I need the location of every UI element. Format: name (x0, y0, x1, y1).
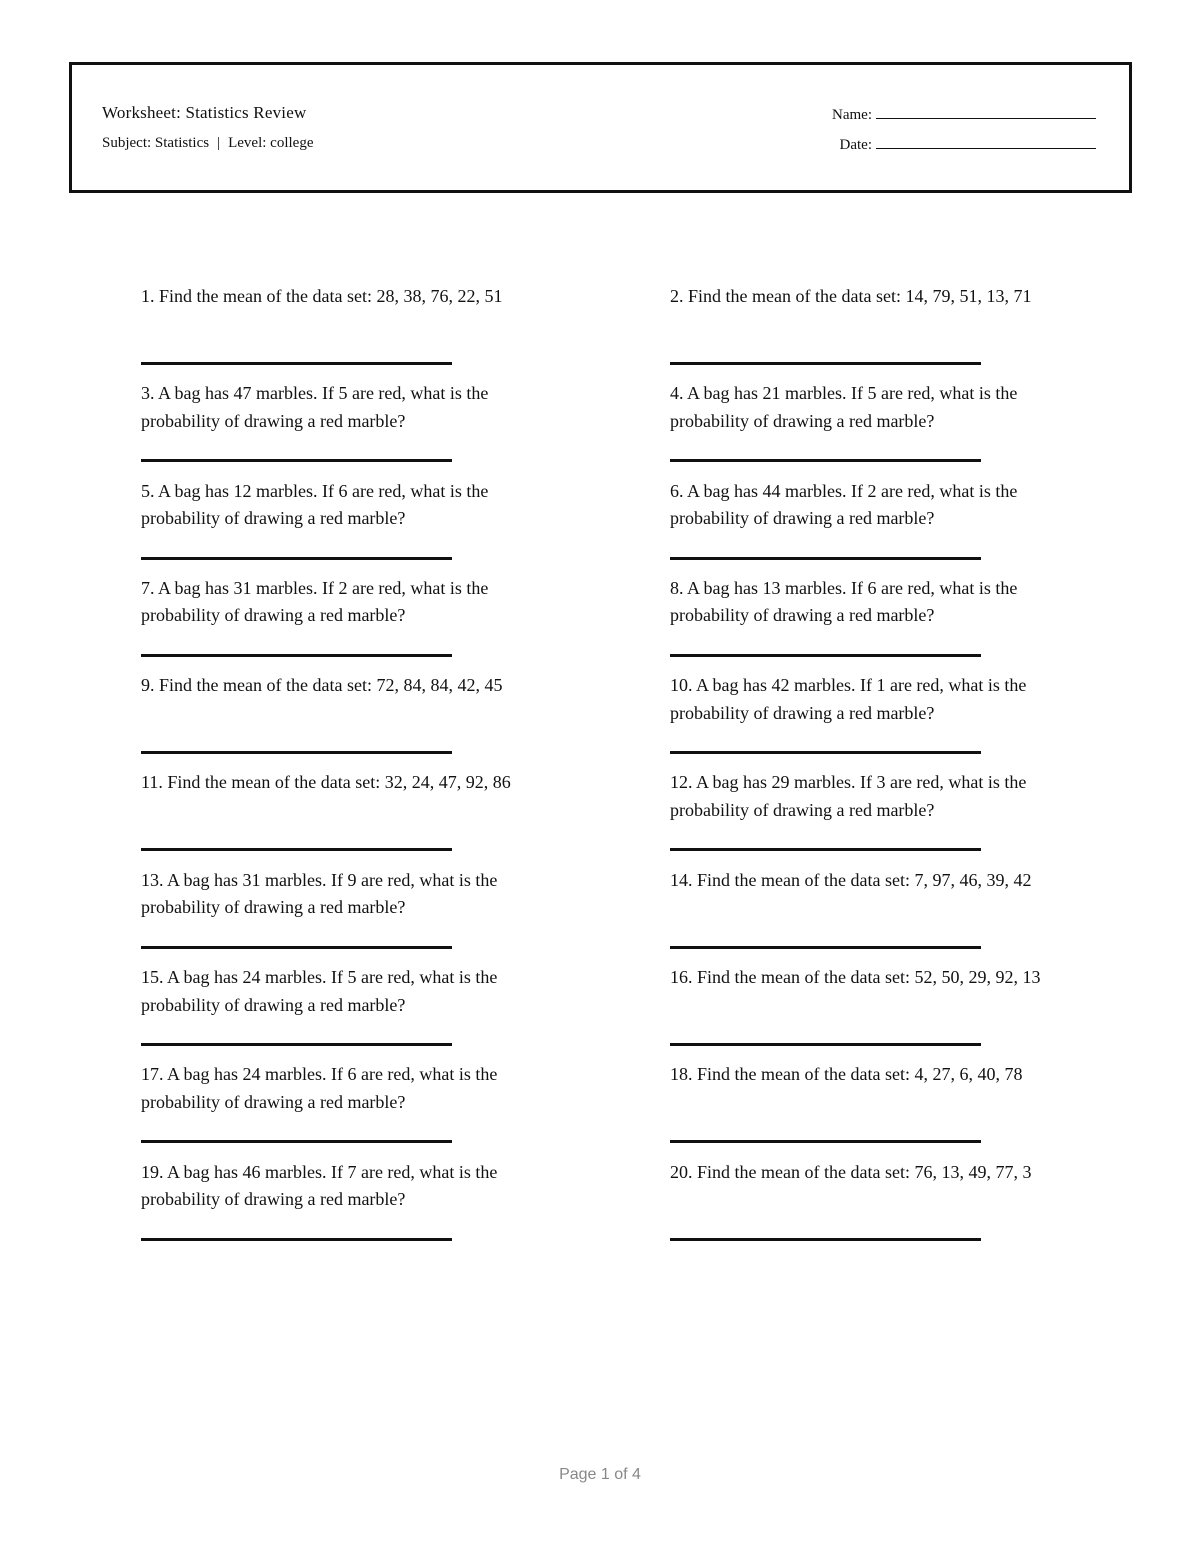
question-item (670, 1061, 1090, 1158)
level-label: Level: college (228, 135, 314, 151)
question-text: 17. A bag has 24 marbles. If 6 are red, what is the probability of drawing a red marble? (141, 1064, 498, 1112)
question-item (670, 867, 1090, 964)
question-item (141, 575, 561, 672)
date-label: Date: (839, 137, 872, 153)
question-text: 6. A bag has 44 marbles. If 2 are red, what is the probability of drawing a red marble? (670, 480, 1018, 529)
meta-separator: | (217, 135, 221, 151)
question-item (141, 478, 561, 575)
worksheet-title: Worksheet: Statistics Review (102, 103, 307, 122)
question-text: 8. A bag has 13 marbles. If 6 are red, what is the probability of drawing a red marble? (670, 577, 1018, 626)
question-text: 3. A bag has 47 marbles. If 5 are red, what is the probability of drawing a red marble? (141, 383, 489, 431)
question-text: 1. Find the mean of the data set: 28, 38, 76, 22, 51 (141, 286, 503, 306)
answer-line[interactable] (670, 1140, 981, 1143)
question-text: 4. A bag has 21 marbles. If 5 are red, what is the probability of drawing a red marble? (670, 383, 1018, 431)
question-text: 15. A bag has 24 marbles. If 5 are red, what is the probability of drawing a red marble? (141, 967, 498, 1015)
answer-line[interactable] (141, 1238, 452, 1241)
answer-line[interactable] (141, 459, 452, 462)
answer-line[interactable] (141, 946, 452, 949)
question-item (141, 867, 561, 964)
name-blank-line (876, 105, 1096, 119)
worksheet-meta (102, 135, 313, 152)
question-text: 5. A bag has 12 marbles. If 6 are red, what is the probability of drawing a red marble? (141, 480, 489, 529)
answer-line[interactable] (670, 1238, 981, 1241)
question-grid (141, 283, 1101, 1256)
answer-line[interactable] (670, 946, 981, 949)
date-blank-line (876, 135, 1096, 149)
question-item (670, 672, 1090, 769)
question-item (141, 769, 561, 866)
question-text: 13. A bag has 31 marbles. If 9 are red, what is the probability of drawing a red marble? (141, 869, 498, 918)
answer-line[interactable] (141, 751, 452, 754)
question-item (670, 964, 1090, 1061)
page-number: Page 1 of 4 (559, 1466, 641, 1483)
question-item (670, 283, 1090, 380)
question-item (141, 964, 561, 1061)
answer-line[interactable] (670, 654, 981, 657)
answer-line[interactable] (670, 459, 981, 462)
question-item (670, 380, 1090, 477)
question-text: 7. A bag has 31 marbles. If 2 are red, what is the probability of drawing a red marble? (141, 577, 489, 626)
answer-line[interactable] (670, 362, 981, 365)
question-item (141, 380, 561, 477)
answer-line[interactable] (670, 557, 981, 560)
question-text: 9. Find the mean of the data set: 72, 84, 84, 42, 45 (141, 675, 503, 696)
subject-label: Subject: Statistics (102, 135, 210, 151)
question-item (141, 1061, 561, 1158)
worksheet-header (69, 62, 1132, 193)
answer-line[interactable] (670, 751, 981, 754)
question-text: 10. A bag has 42 marbles. If 1 are red, what is the probability of drawing a red marble? (670, 675, 1027, 723)
answer-line[interactable] (141, 654, 452, 657)
question-item (141, 672, 561, 769)
question-text: 12. A bag has 29 marbles. If 3 are red, what is the probability of drawing a red marble? (670, 772, 1027, 820)
answer-line[interactable] (670, 1043, 981, 1046)
question-text: 18. Find the mean of the data set: 4, 27, 6, 40, 78 (670, 1064, 1023, 1085)
question-item (670, 575, 1090, 672)
date-field (840, 135, 1096, 154)
question-item (670, 1159, 1090, 1256)
question-text: 20. Find the mean of the data set: 76, 13, 49, 77, 3 (670, 1161, 1032, 1182)
question-item (141, 1159, 561, 1256)
question-item (141, 283, 561, 380)
question-text: 16. Find the mean of the data set: 52, 50, 29, 92, 13 (670, 967, 1041, 988)
question-item (670, 769, 1090, 866)
question-text: 19. A bag has 46 marbles. If 7 are red, what is the probability of drawing a red marble? (141, 1161, 498, 1210)
answer-line[interactable] (141, 848, 452, 851)
answer-line[interactable] (141, 1140, 452, 1143)
question-item (670, 478, 1090, 575)
question-text: 11. Find the mean of the data set: 32, 24, 47, 92, 86 (141, 772, 511, 793)
question-text: 2. Find the mean of the data set: 14, 79, 51, 13, 71 (670, 286, 1032, 306)
answer-line[interactable] (141, 1043, 452, 1046)
answer-line[interactable] (141, 557, 452, 560)
name-label: Name: (832, 107, 872, 123)
question-text: 14. Find the mean of the data set: 7, 97, 46, 39, 42 (670, 869, 1032, 890)
name-field (832, 105, 1096, 124)
answer-line[interactable] (670, 848, 981, 851)
answer-line[interactable] (141, 362, 452, 365)
